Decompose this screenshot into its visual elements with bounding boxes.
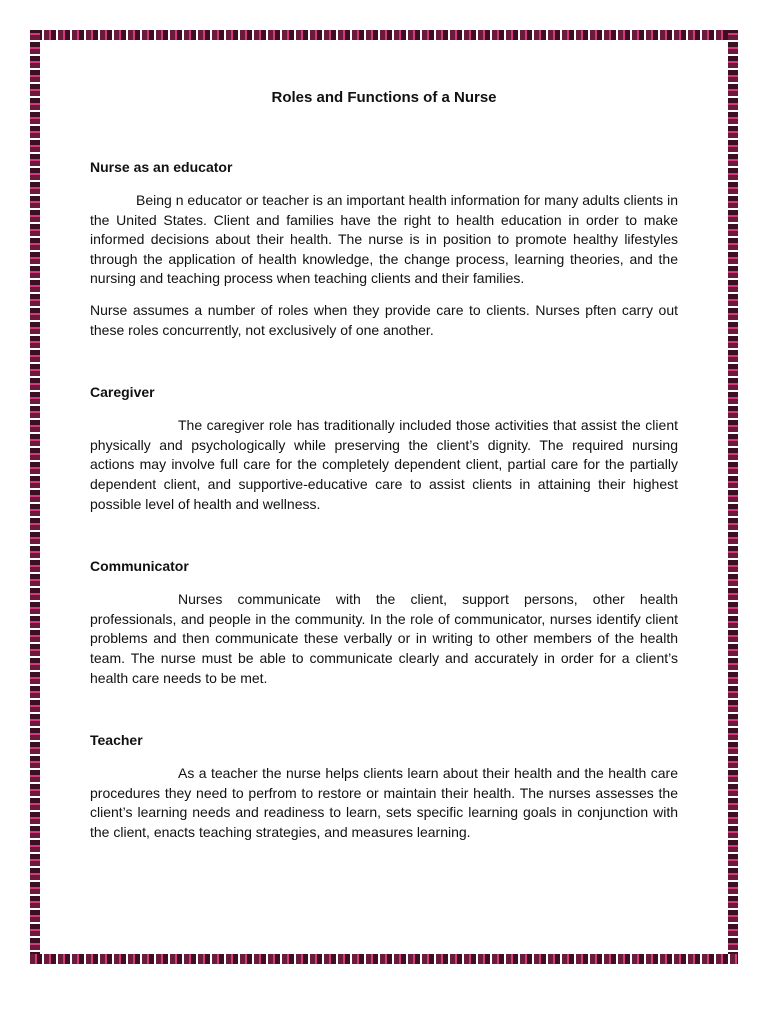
section-heading: Communicator (90, 558, 189, 575)
document-title: Roles and Functions of a Nurse (271, 89, 497, 106)
paragraph: The caregiver role has traditionally included those activities that assist the client physically and psychologically while preserving the client’s dignity. The required nursing actions may involve full care for the completely dependent client, partial care for the partially dependent client, and supportive-educative care to assist clients in attaining their highest possible level of health and wellness. (90, 417, 678, 512)
section-communicator (90, 556, 678, 688)
section-nurse-as-educator (90, 157, 678, 340)
section-heading: Caregiver (90, 384, 155, 401)
decorative-border-right (728, 30, 738, 964)
section-caregiver (90, 382, 678, 514)
section-heading: Teacher (90, 732, 143, 749)
decorative-border-bottom (30, 954, 738, 964)
paragraph: Being n educator or teacher is an important health information for many adults clients in the United States. Client and families have the right to health education in order to make informed decisions about their health. The nurse is in position to promote healthy lifestyles through the application of health knowledge, the change process, learning theories, and the nursing and teaching process when teaching clients and their families. (90, 192, 678, 287)
paragraph: As a teacher the nurse helps clients learn about their health and the health care procedures they need to perfrom to restore or maintain their health. The nurses assesses the client’s learning needs and readiness to learn, sets specific learning goals in conjunction with the client, enacts teaching strategies, and measures learning. (90, 765, 678, 840)
paragraph: Nurse assumes a number of roles when they provide care to clients. Nurses pften carry out these roles concurrently, not exclusively of one another. (90, 301, 678, 338)
decorative-border-top (30, 30, 738, 40)
document-body (90, 88, 678, 842)
section-teacher (90, 730, 678, 842)
section-heading: Nurse as an educator (90, 159, 233, 175)
paragraph: Nurses communicate with the client, support persons, other health professionals, and people in the community. In the role of communicator, nurses identify client problems and then communicate these verbally or in writing to other members of the health team. The nurse must be able to communicate clearly and accurately in order for a client’s health care needs to be met. (90, 591, 678, 686)
decorative-border-left (30, 30, 40, 964)
